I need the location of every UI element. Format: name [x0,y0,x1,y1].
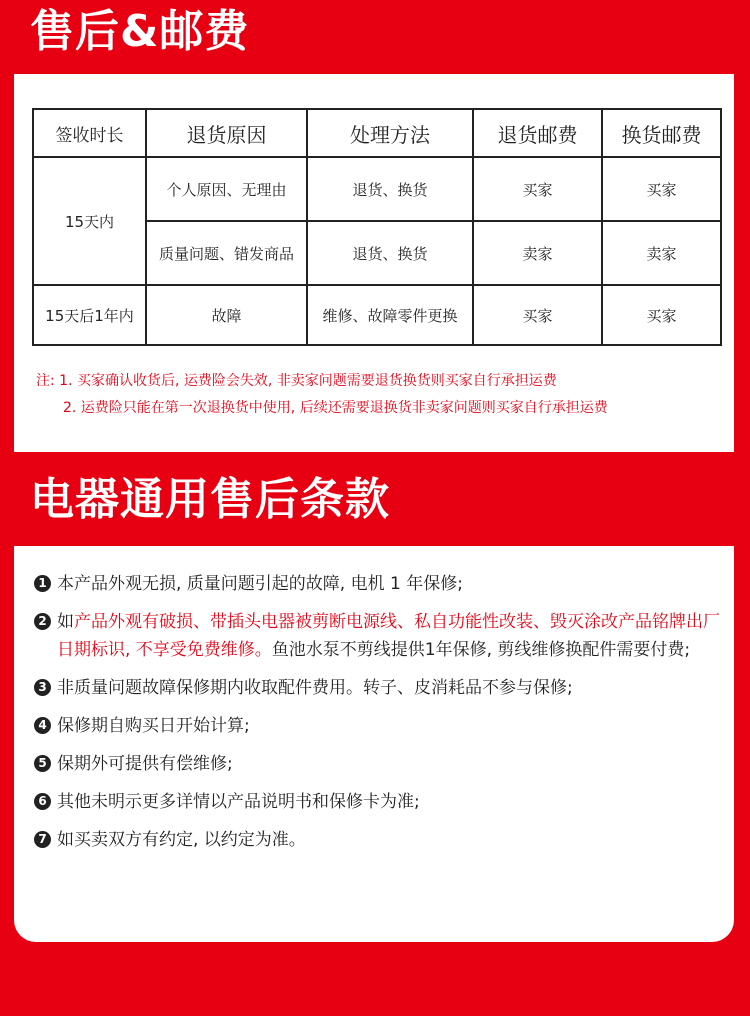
header-return-fee: 退货邮费 [473,109,602,157]
number-badge: 4 [34,717,51,734]
list-item [34,712,724,740]
table-row [33,157,721,221]
term-text: 保期外可提供有偿维修; [57,754,233,774]
term-text: 保修期自购买日开始计算; [57,716,250,736]
list-item [34,788,724,816]
list-item [34,826,724,854]
number-badge: 5 [34,755,51,772]
number-badge: 7 [34,831,51,848]
number-badge: 1 [34,575,51,592]
list-item [34,570,724,598]
term-text [57,608,724,664]
list-item [34,674,724,702]
cell-exchange-fee: 买家 [602,285,721,345]
term-text: 如买卖双方有约定, 以约定为准。 [57,830,306,850]
table-header-row [33,109,721,157]
header-reason: 退货原因 [146,109,307,157]
cell-period: 15天内 [33,157,146,285]
term-text: 本产品外观无损, 质量问题引起的故障, 电机 1 年保修; [57,574,463,594]
header-period: 签收时长 [33,109,146,157]
note-line: 注: 1. 买家确认收货后, 运费险会失效, 非卖家问题需要退货换货则买家自行承担运费 [36,373,557,389]
cell-reason: 故障 [146,285,307,345]
number-badge: 2 [34,613,51,630]
number-badge: 6 [34,793,51,810]
terms-list [34,570,724,864]
cell-exchange-fee: 卖家 [602,221,721,285]
cell-return-fee: 卖家 [473,221,602,285]
warranty-terms-panel [14,546,734,942]
header-exchange-fee: 换货邮费 [602,109,721,157]
return-policy-table [32,108,722,346]
list-item [34,608,724,664]
cell-return-fee: 买家 [473,285,602,345]
term-suffix: 鱼池水泵不剪线提供1年保修, 剪线维修换配件需要付费; [271,640,691,660]
note-line: 2. 运费险只能在第一次退换货中使用, 后续还需要退换货非卖家问题则买家自行承担运费 [63,400,608,416]
cell-exchange-fee: 买家 [602,157,721,221]
cell-method: 退货、换货 [307,157,473,221]
list-item [34,750,724,778]
term-text: 其他未明示更多详情以产品说明书和保修卡为准; [57,792,420,812]
term-highlight: 产品外观有破损、带插头电器被剪断电源线、私自功能性改装、毁灭涂改产品铭牌出厂日期标识, 不享受免费维修。 [57,612,720,660]
cell-return-fee: 买家 [473,157,602,221]
cell-period: 15天后1年内 [33,285,146,345]
after-sales-panel [14,74,734,452]
shipping-notes [36,368,726,422]
table-row [33,285,721,345]
warranty-terms-title: 电器通用售后条款 [30,474,390,525]
after-sales-title: 售后&邮费 [30,6,250,57]
term-text: 非质量问题故障保修期内收取配件费用。转子、皮消耗品不参与保修; [57,678,573,698]
number-badge: 3 [34,679,51,696]
cell-method: 退货、换货 [307,221,473,285]
cell-reason: 质量问题、错发商品 [146,221,307,285]
cell-reason: 个人原因、无理由 [146,157,307,221]
term-prefix: 如 [57,612,74,632]
header-method: 处理方法 [307,109,473,157]
cell-method: 维修、故障零件更换 [307,285,473,345]
